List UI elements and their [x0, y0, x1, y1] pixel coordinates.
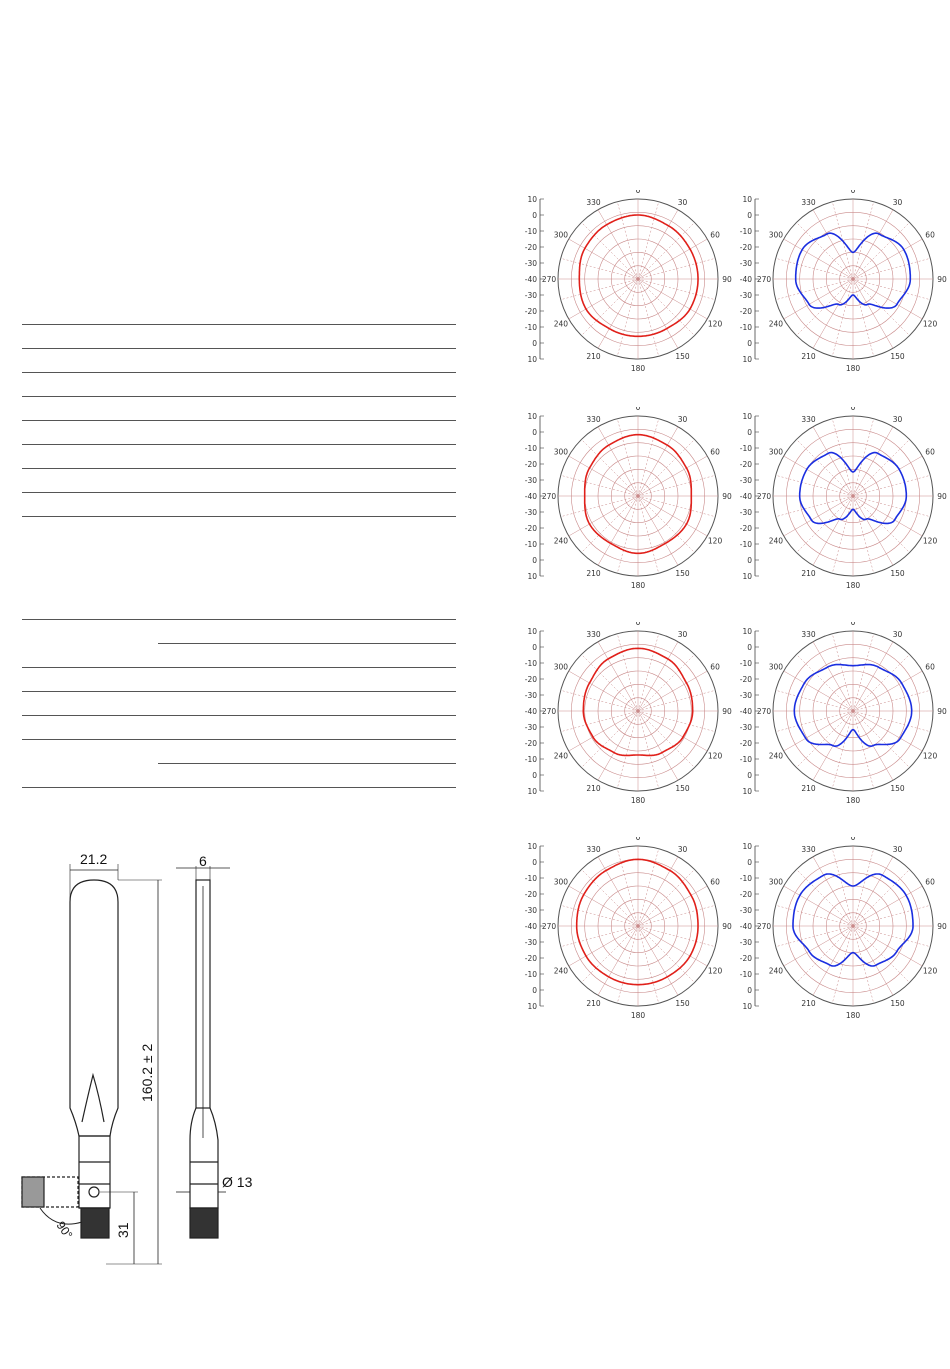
polar-chart-horizontal-3: [522, 622, 732, 807]
scale-tick-label: -10: [739, 323, 752, 332]
base-dimension-label: 31: [115, 1222, 131, 1238]
scale-tick-label: -40: [739, 707, 752, 716]
scale-tick-label: -10: [739, 874, 752, 883]
scale-tick-label: -40: [524, 707, 537, 716]
angle-tick-label: 120: [922, 966, 938, 976]
table-rule: [158, 643, 456, 644]
angle-tick-label: 150: [890, 999, 905, 1009]
polar-chart-svg: [522, 190, 732, 375]
grid-spoke: [581, 279, 638, 336]
angle-tick-label: 0: [850, 190, 856, 195]
angle-tick-label: 120: [707, 536, 723, 546]
angle-tick-label: 240: [553, 319, 569, 329]
angle-tick-label: 210: [801, 999, 816, 1009]
grid-spoke: [784, 886, 853, 926]
scale-tick-label: -30: [739, 691, 752, 700]
scale-tick-label: -10: [524, 970, 537, 979]
scale-tick-label: -30: [524, 259, 537, 268]
angle-tick-label: 330: [586, 629, 601, 639]
grid-spoke: [796, 222, 853, 279]
grid-spoke: [853, 239, 922, 279]
antenna-outline-svg: [0, 840, 300, 1300]
angle-tick-label: 300: [768, 447, 784, 457]
grid-spoke: [853, 496, 893, 565]
grid-spoke: [638, 926, 695, 983]
angle-tick-label: 0: [635, 622, 641, 627]
angle-tick-label: 120: [922, 536, 938, 546]
table-rule: [22, 691, 456, 692]
table-rule: [22, 516, 456, 517]
table-rule: [22, 787, 456, 788]
angle-tick-label: 150: [675, 569, 690, 579]
scale-tick-label: 0: [532, 858, 537, 867]
angle-tick-label: 330: [801, 844, 816, 854]
angle-tick-label: 240: [768, 319, 784, 329]
scale-tick-label: -10: [524, 874, 537, 883]
grid-spoke: [813, 857, 853, 926]
angle-tick-label: 300: [553, 447, 569, 457]
angle-tick-label: 330: [586, 414, 601, 424]
grid-spoke: [638, 886, 707, 926]
angle-tick-label: 90: [722, 275, 732, 284]
angle-tick-label: 270: [541, 492, 557, 501]
scale-tick-label: 10: [527, 355, 537, 364]
scale-tick-label: -10: [739, 659, 752, 668]
scale-tick-label: 0: [747, 556, 752, 565]
scale-tick-label: 10: [527, 842, 537, 851]
grid-spoke: [853, 642, 893, 711]
table-rule: [158, 763, 456, 764]
angle-tick-label: 270: [541, 922, 557, 931]
scale-tick-label: 0: [747, 858, 752, 867]
angle-tick-label: 120: [707, 751, 723, 761]
scale-tick-label: -30: [524, 508, 537, 517]
table-rule: [22, 739, 456, 740]
angle-tick-label: 270: [756, 707, 772, 716]
scale-tick-label: 10: [527, 572, 537, 581]
grid-spoke: [638, 711, 707, 751]
grid-spoke: [638, 711, 678, 780]
grid-spoke: [853, 869, 910, 926]
scale-tick-label: -20: [524, 890, 537, 899]
scale-tick-label: -20: [524, 524, 537, 533]
grid-spoke: [598, 210, 638, 279]
scale-tick-label: -20: [739, 739, 752, 748]
grid-spoke: [569, 456, 638, 496]
angle-tick-label: 0: [850, 837, 856, 842]
scale-tick-label: -10: [524, 659, 537, 668]
angle-tick-label: 210: [586, 569, 601, 579]
grid-spoke: [569, 496, 638, 536]
scale-tick-label: -30: [739, 291, 752, 300]
scale-tick-label: -30: [524, 723, 537, 732]
table-rule: [22, 715, 456, 716]
angle-tick-label: 60: [710, 877, 720, 887]
scale-tick-label: 10: [742, 572, 752, 581]
scale-tick-label: -30: [524, 938, 537, 947]
angle-tick-label: 60: [710, 230, 720, 240]
angle-tick-label: 330: [586, 844, 601, 854]
grid-spoke: [581, 711, 638, 768]
angle-tick-label: 180: [845, 364, 861, 373]
angle-tick-label: 240: [553, 536, 569, 546]
angle-tick-label: 0: [635, 190, 641, 195]
grid-spoke: [581, 926, 638, 983]
grid-spoke: [813, 642, 853, 711]
scale-tick-label: 0: [747, 428, 752, 437]
scale-tick-label: -40: [524, 492, 537, 501]
angle-dimension-label: 90°: [53, 1218, 76, 1242]
grid-spoke: [853, 496, 922, 536]
angle-tick-label: 210: [801, 569, 816, 579]
grid-spoke: [853, 222, 910, 279]
grid-spoke: [581, 222, 638, 279]
angle-tick-label: 300: [553, 662, 569, 672]
polar-chart-horizontal-4: [522, 837, 732, 1022]
angle-tick-label: 90: [937, 707, 947, 716]
scale-tick-label: -20: [739, 675, 752, 684]
angle-tick-label: 150: [675, 784, 690, 794]
angle-tick-label: 270: [756, 275, 772, 284]
angle-tick-label: 150: [890, 352, 905, 362]
grid-spoke: [813, 427, 853, 496]
angle-tick-label: 90: [937, 922, 947, 931]
pattern-curve-horizontal: [579, 215, 698, 336]
grid-spoke: [638, 279, 695, 336]
grid-spoke: [853, 439, 910, 496]
grid-spoke: [598, 857, 638, 926]
grid-spoke: [598, 642, 638, 711]
scale-tick-label: 10: [742, 195, 752, 204]
angle-tick-label: 60: [710, 447, 720, 457]
scale-tick-label: -20: [739, 243, 752, 252]
angle-tick-label: 90: [722, 492, 732, 501]
scale-tick-label: -30: [739, 938, 752, 947]
scale-tick-label: -40: [524, 922, 537, 931]
scale-tick-label: -30: [524, 691, 537, 700]
polar-chart-vertical-4: [737, 837, 947, 1022]
scale-tick-label: 10: [527, 412, 537, 421]
table-rule: [22, 396, 456, 397]
scale-tick-label: 0: [532, 339, 537, 348]
grid-spoke: [638, 496, 707, 536]
angle-tick-label: 300: [553, 877, 569, 887]
polar-chart-horizontal-1: [522, 190, 732, 375]
scale-tick-label: 10: [742, 355, 752, 364]
width-dimension-label: 21.2: [80, 851, 108, 867]
grid-spoke: [813, 210, 853, 279]
scale-tick-label: -30: [524, 906, 537, 915]
scale-tick-label: 10: [742, 627, 752, 636]
scale-tick-label: -30: [739, 723, 752, 732]
scale-tick-label: -20: [524, 675, 537, 684]
scale-tick-label: 10: [742, 412, 752, 421]
angle-tick-label: 180: [630, 581, 646, 590]
scale-tick-label: -20: [524, 739, 537, 748]
scale-tick-label: 0: [532, 428, 537, 437]
angle-tick-label: 90: [722, 922, 732, 931]
grid-spoke: [813, 496, 853, 565]
grid-spoke: [638, 869, 695, 926]
grid-spoke: [638, 642, 678, 711]
grid-spoke: [638, 279, 707, 319]
scale-tick-label: -20: [524, 243, 537, 252]
angle-tick-label: 150: [890, 784, 905, 794]
scale-tick-label: -10: [739, 227, 752, 236]
grid-spoke: [598, 711, 638, 780]
table-rule: [22, 468, 456, 469]
polar-chart-vertical-3: [737, 622, 947, 807]
polar-chart-vertical-2: [737, 407, 947, 592]
angle-tick-label: 330: [801, 197, 816, 207]
grid-spoke: [796, 496, 853, 553]
angle-tick-label: 300: [553, 230, 569, 240]
scale-tick-label: 10: [527, 787, 537, 796]
angle-tick-label: 210: [586, 784, 601, 794]
scale-tick-label: -10: [524, 227, 537, 236]
scale-tick-label: -40: [524, 275, 537, 284]
grid-spoke: [569, 926, 638, 966]
grid-spoke: [853, 857, 893, 926]
scale-tick-label: -30: [739, 508, 752, 517]
scale-tick-label: -40: [739, 492, 752, 501]
scale-tick-label: 0: [532, 556, 537, 565]
angle-tick-label: 240: [768, 966, 784, 976]
grid-spoke: [796, 439, 853, 496]
scale-tick-label: 0: [747, 771, 752, 780]
scale-tick-label: 0: [532, 643, 537, 652]
scale-tick-label: 0: [532, 771, 537, 780]
scale-tick-label: 0: [747, 211, 752, 220]
grid-spoke: [784, 496, 853, 536]
angle-tick-label: 210: [801, 784, 816, 794]
grid-spoke: [638, 427, 678, 496]
grid-spoke: [638, 671, 707, 711]
grid-spoke: [638, 496, 678, 565]
scale-tick-label: -40: [739, 922, 752, 931]
angle-tick-label: 330: [586, 197, 601, 207]
scale-tick-label: -20: [524, 307, 537, 316]
thickness-dimension-label: 6: [199, 853, 207, 869]
scale-tick-label: 10: [742, 1002, 752, 1011]
grid-spoke: [598, 279, 638, 348]
polar-chart-horizontal-2: [522, 407, 732, 592]
angle-tick-label: 210: [586, 352, 601, 362]
angle-tick-label: 270: [756, 922, 772, 931]
scale-tick-label: -10: [739, 540, 752, 549]
grid-spoke: [853, 427, 893, 496]
grid-spoke: [638, 456, 707, 496]
grid-spoke: [638, 857, 678, 926]
angle-tick-label: 300: [768, 877, 784, 887]
angle-tick-label: 210: [586, 999, 601, 1009]
polar-chart-svg: [737, 622, 947, 807]
scale-tick-label: -10: [739, 444, 752, 453]
angle-tick-label: 210: [801, 352, 816, 362]
angle-tick-label: 30: [892, 414, 903, 424]
angle-tick-label: 300: [768, 230, 784, 240]
scale-tick-label: -20: [739, 460, 752, 469]
angle-tick-label: 330: [801, 629, 816, 639]
table-rule: [22, 420, 456, 421]
angle-tick-label: 60: [925, 230, 935, 240]
angle-tick-label: 120: [707, 319, 723, 329]
angle-tick-label: 0: [635, 407, 641, 412]
scale-tick-label: -30: [524, 291, 537, 300]
grid-spoke: [638, 222, 695, 279]
polar-chart-svg: [522, 407, 732, 592]
grid-spoke: [638, 926, 707, 966]
angle-tick-label: 60: [925, 447, 935, 457]
grid-spoke: [569, 671, 638, 711]
angle-tick-label: 180: [845, 796, 861, 805]
angle-tick-label: 0: [850, 622, 856, 627]
scale-tick-label: 10: [527, 195, 537, 204]
table-rule: [22, 348, 456, 349]
scale-tick-label: -20: [524, 460, 537, 469]
angle-tick-label: 330: [801, 414, 816, 424]
grid-spoke: [796, 926, 853, 983]
angle-tick-label: 180: [845, 581, 861, 590]
angle-tick-label: 240: [553, 751, 569, 761]
scale-tick-label: -20: [524, 954, 537, 963]
scale-tick-label: -30: [739, 906, 752, 915]
angle-tick-label: 90: [937, 275, 947, 284]
angle-tick-label: 180: [630, 364, 646, 373]
angle-tick-label: 60: [925, 877, 935, 887]
angle-tick-label: 90: [722, 707, 732, 716]
grid-spoke: [569, 711, 638, 751]
grid-spoke: [784, 239, 853, 279]
polar-chart-svg: [737, 190, 947, 375]
angle-tick-label: 300: [768, 662, 784, 672]
angle-tick-label: 30: [677, 844, 688, 854]
grid-spoke: [598, 427, 638, 496]
scale-tick-label: -30: [524, 476, 537, 485]
angle-tick-label: 0: [635, 837, 641, 842]
angle-tick-label: 90: [937, 492, 947, 501]
angle-tick-label: 120: [922, 751, 938, 761]
table-rule: [22, 444, 456, 445]
grid-spoke: [853, 886, 922, 926]
polar-chart-svg: [522, 622, 732, 807]
scale-tick-label: -20: [739, 524, 752, 533]
scale-tick-label: -30: [739, 476, 752, 485]
grid-spoke: [853, 456, 922, 496]
diameter-dimension-label: Ø 13: [222, 1174, 253, 1190]
scale-tick-label: -10: [739, 970, 752, 979]
angle-tick-label: 60: [710, 662, 720, 672]
angle-tick-label: 30: [892, 197, 903, 207]
angle-tick-label: 0: [850, 407, 856, 412]
scale-tick-label: -20: [739, 307, 752, 316]
scale-tick-label: -20: [739, 890, 752, 899]
scale-tick-label: 10: [742, 842, 752, 851]
angle-tick-label: 120: [707, 966, 723, 976]
angle-tick-label: 150: [675, 352, 690, 362]
scale-tick-label: 10: [742, 787, 752, 796]
angle-tick-label: 240: [768, 751, 784, 761]
grid-spoke: [784, 456, 853, 496]
angle-tick-label: 120: [922, 319, 938, 329]
scale-tick-label: 0: [747, 643, 752, 652]
scale-tick-label: -10: [524, 540, 537, 549]
angle-tick-label: 180: [630, 796, 646, 805]
angle-tick-label: 270: [541, 707, 557, 716]
scale-tick-label: -40: [739, 275, 752, 284]
angle-tick-label: 30: [677, 197, 688, 207]
grid-spoke: [638, 239, 707, 279]
polar-chart-vertical-1: [737, 190, 947, 375]
table-rule: [22, 667, 456, 668]
grid-spoke: [853, 279, 893, 348]
table-rule: [22, 372, 456, 373]
scale-tick-label: -10: [739, 755, 752, 764]
scale-tick-label: 10: [527, 627, 537, 636]
angle-tick-label: 30: [677, 629, 688, 639]
table-rule: [22, 324, 456, 325]
scale-tick-label: -10: [524, 444, 537, 453]
scale-tick-label: 0: [747, 339, 752, 348]
grid-spoke: [796, 869, 853, 926]
scale-tick-label: 10: [527, 1002, 537, 1011]
grid-spoke: [853, 926, 910, 983]
grid-spoke: [853, 496, 910, 553]
grid-spoke: [853, 210, 893, 279]
angle-tick-label: 150: [890, 569, 905, 579]
scale-tick-label: -10: [524, 323, 537, 332]
grid-spoke: [853, 279, 922, 319]
scale-tick-label: -10: [524, 755, 537, 764]
angle-tick-label: 60: [925, 662, 935, 672]
angle-tick-label: 30: [677, 414, 688, 424]
table-rule: [22, 619, 456, 620]
angle-tick-label: 240: [553, 966, 569, 976]
polar-chart-svg: [522, 837, 732, 1022]
polar-chart-svg: [737, 837, 947, 1022]
angle-tick-label: 30: [892, 844, 903, 854]
scale-tick-label: 0: [747, 986, 752, 995]
grid-spoke: [638, 711, 695, 768]
table-rule: [22, 492, 456, 493]
polar-chart-svg: [737, 407, 947, 592]
scale-tick-label: -30: [739, 259, 752, 268]
grid-spoke: [638, 279, 678, 348]
length-dimension-label: 160.2 ± 2: [139, 1043, 155, 1102]
grid-spoke: [784, 279, 853, 319]
angle-tick-label: 30: [892, 629, 903, 639]
angle-tick-label: 180: [845, 1011, 861, 1020]
scale-tick-label: 0: [532, 211, 537, 220]
scale-tick-label: -20: [739, 954, 752, 963]
scale-tick-label: 0: [532, 986, 537, 995]
grid-spoke: [581, 869, 638, 926]
angle-tick-label: 240: [768, 536, 784, 546]
angle-tick-label: 270: [541, 275, 557, 284]
angle-tick-label: 150: [675, 999, 690, 1009]
grid-spoke: [598, 496, 638, 565]
grid-spoke: [813, 279, 853, 348]
angle-tick-label: 270: [756, 492, 772, 501]
angle-tick-label: 180: [630, 1011, 646, 1020]
